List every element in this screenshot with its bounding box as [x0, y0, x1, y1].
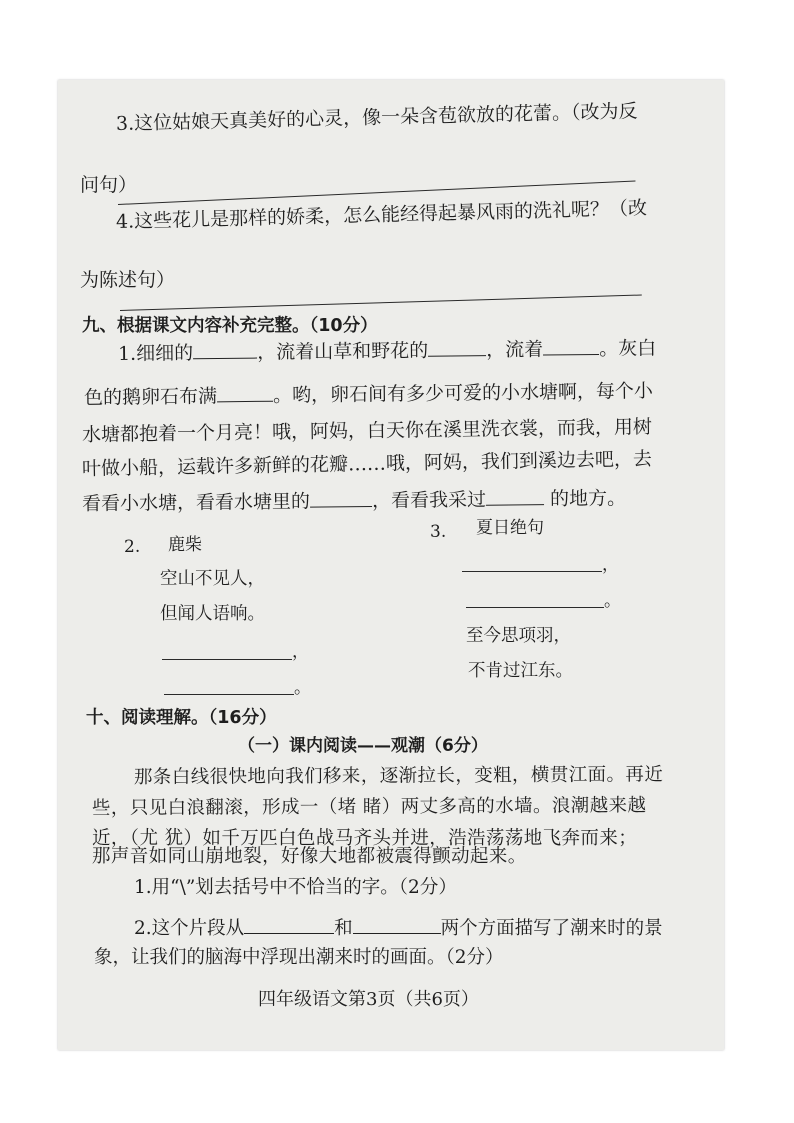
- reading-paragraph-line2: 些，只见白浪翻滚，形成一（堵 睹）两丈多高的水墙。浪潮越来越: [91, 795, 647, 819]
- poem2-blank1-punct: ，: [292, 642, 309, 662]
- poem2-title: 鹿柴: [168, 535, 202, 555]
- poem3-title: 夏日绝句: [476, 518, 544, 538]
- poem3-blank1: [462, 571, 602, 572]
- reading1-question2-line2: 象，让我们的脑海中浮现出潮来时的画面。（2分）: [94, 947, 504, 968]
- poem3-line4: 不肯过江东。: [468, 661, 573, 681]
- item1-line1: 1.细细的 ，流着山草和野花的 ，流着 。灰白: [117, 337, 657, 365]
- reading-paragraph-line4: 那声音如同山崩地裂，好像大地都被震得颤动起来。: [92, 846, 527, 867]
- section9-title: 九、根据课文内容补充完整。（10分）: [82, 316, 378, 336]
- reading1-question1: 1.用“\”划去括号中不恰当的字。（2分）: [134, 877, 457, 898]
- poem3-number: 3.: [430, 522, 447, 542]
- reading-paragraph-line1: 那条白线很快地向我们移来，逐渐拉长，变粗，横贯江面。再近: [133, 764, 664, 788]
- q8-item4-line1: 4.这些花儿是那样的娇柔，怎么能经得起暴风雨的洗礼呢？（改: [115, 197, 648, 233]
- poem3-line3: 至今思项羽，: [466, 626, 571, 646]
- poem2-blank2: [164, 694, 294, 695]
- poem2-line1: 空山不见人，: [160, 569, 265, 589]
- poem3-blank2: [466, 607, 604, 608]
- q8-item3-line1: 3.这位姑娘天真美好的心灵，像一朵含苞欲放的花蕾。（改为反: [115, 100, 638, 135]
- poem2-line2: 但闻人语响。: [160, 604, 265, 624]
- section10-title: 十、阅读理解。（16分）: [86, 708, 277, 728]
- reading1-question2: 2.这个片段从 和 两个方面描写了潮来时的景: [134, 915, 663, 941]
- q8-item3-line2: 问句）: [80, 174, 138, 196]
- item1-line2: 色的鹅卵石布满 。哟，卵石间有多少可爱的小水塘啊，每个小: [83, 380, 654, 409]
- poem3-blank1-punct: ，: [602, 555, 619, 575]
- page-footer: 四年级语文第3页（共6页）: [258, 989, 479, 1010]
- poem2-blank1: [162, 659, 292, 660]
- poem2-blank2-punct: 。: [294, 678, 311, 698]
- poem2-number: 2.: [124, 537, 141, 557]
- q8-item4-line2: 为陈述句）: [80, 269, 176, 291]
- item1-line4: 叶做小船，运载许多新鲜的花瓣……哦，阿妈，我们到溪边去吧，去: [81, 448, 653, 480]
- item1-line5: 看看小水塘，看看水塘里的 ，看看我采过 的地方。: [81, 487, 627, 515]
- item1-line3: 水塘都抱着一个月亮！哦，阿妈，白天你在溪里洗衣裳，而我，用树: [81, 416, 653, 446]
- reading1-subtitle: （一）课内阅读——观潮（6分）: [238, 736, 488, 756]
- reading-paragraph-line3: 近，（尤 犹）如千万匹白色战马齐头并进，浩浩荡荡地飞奔而来；: [92, 828, 638, 849]
- poem3-blank2-punct: 。: [604, 591, 621, 611]
